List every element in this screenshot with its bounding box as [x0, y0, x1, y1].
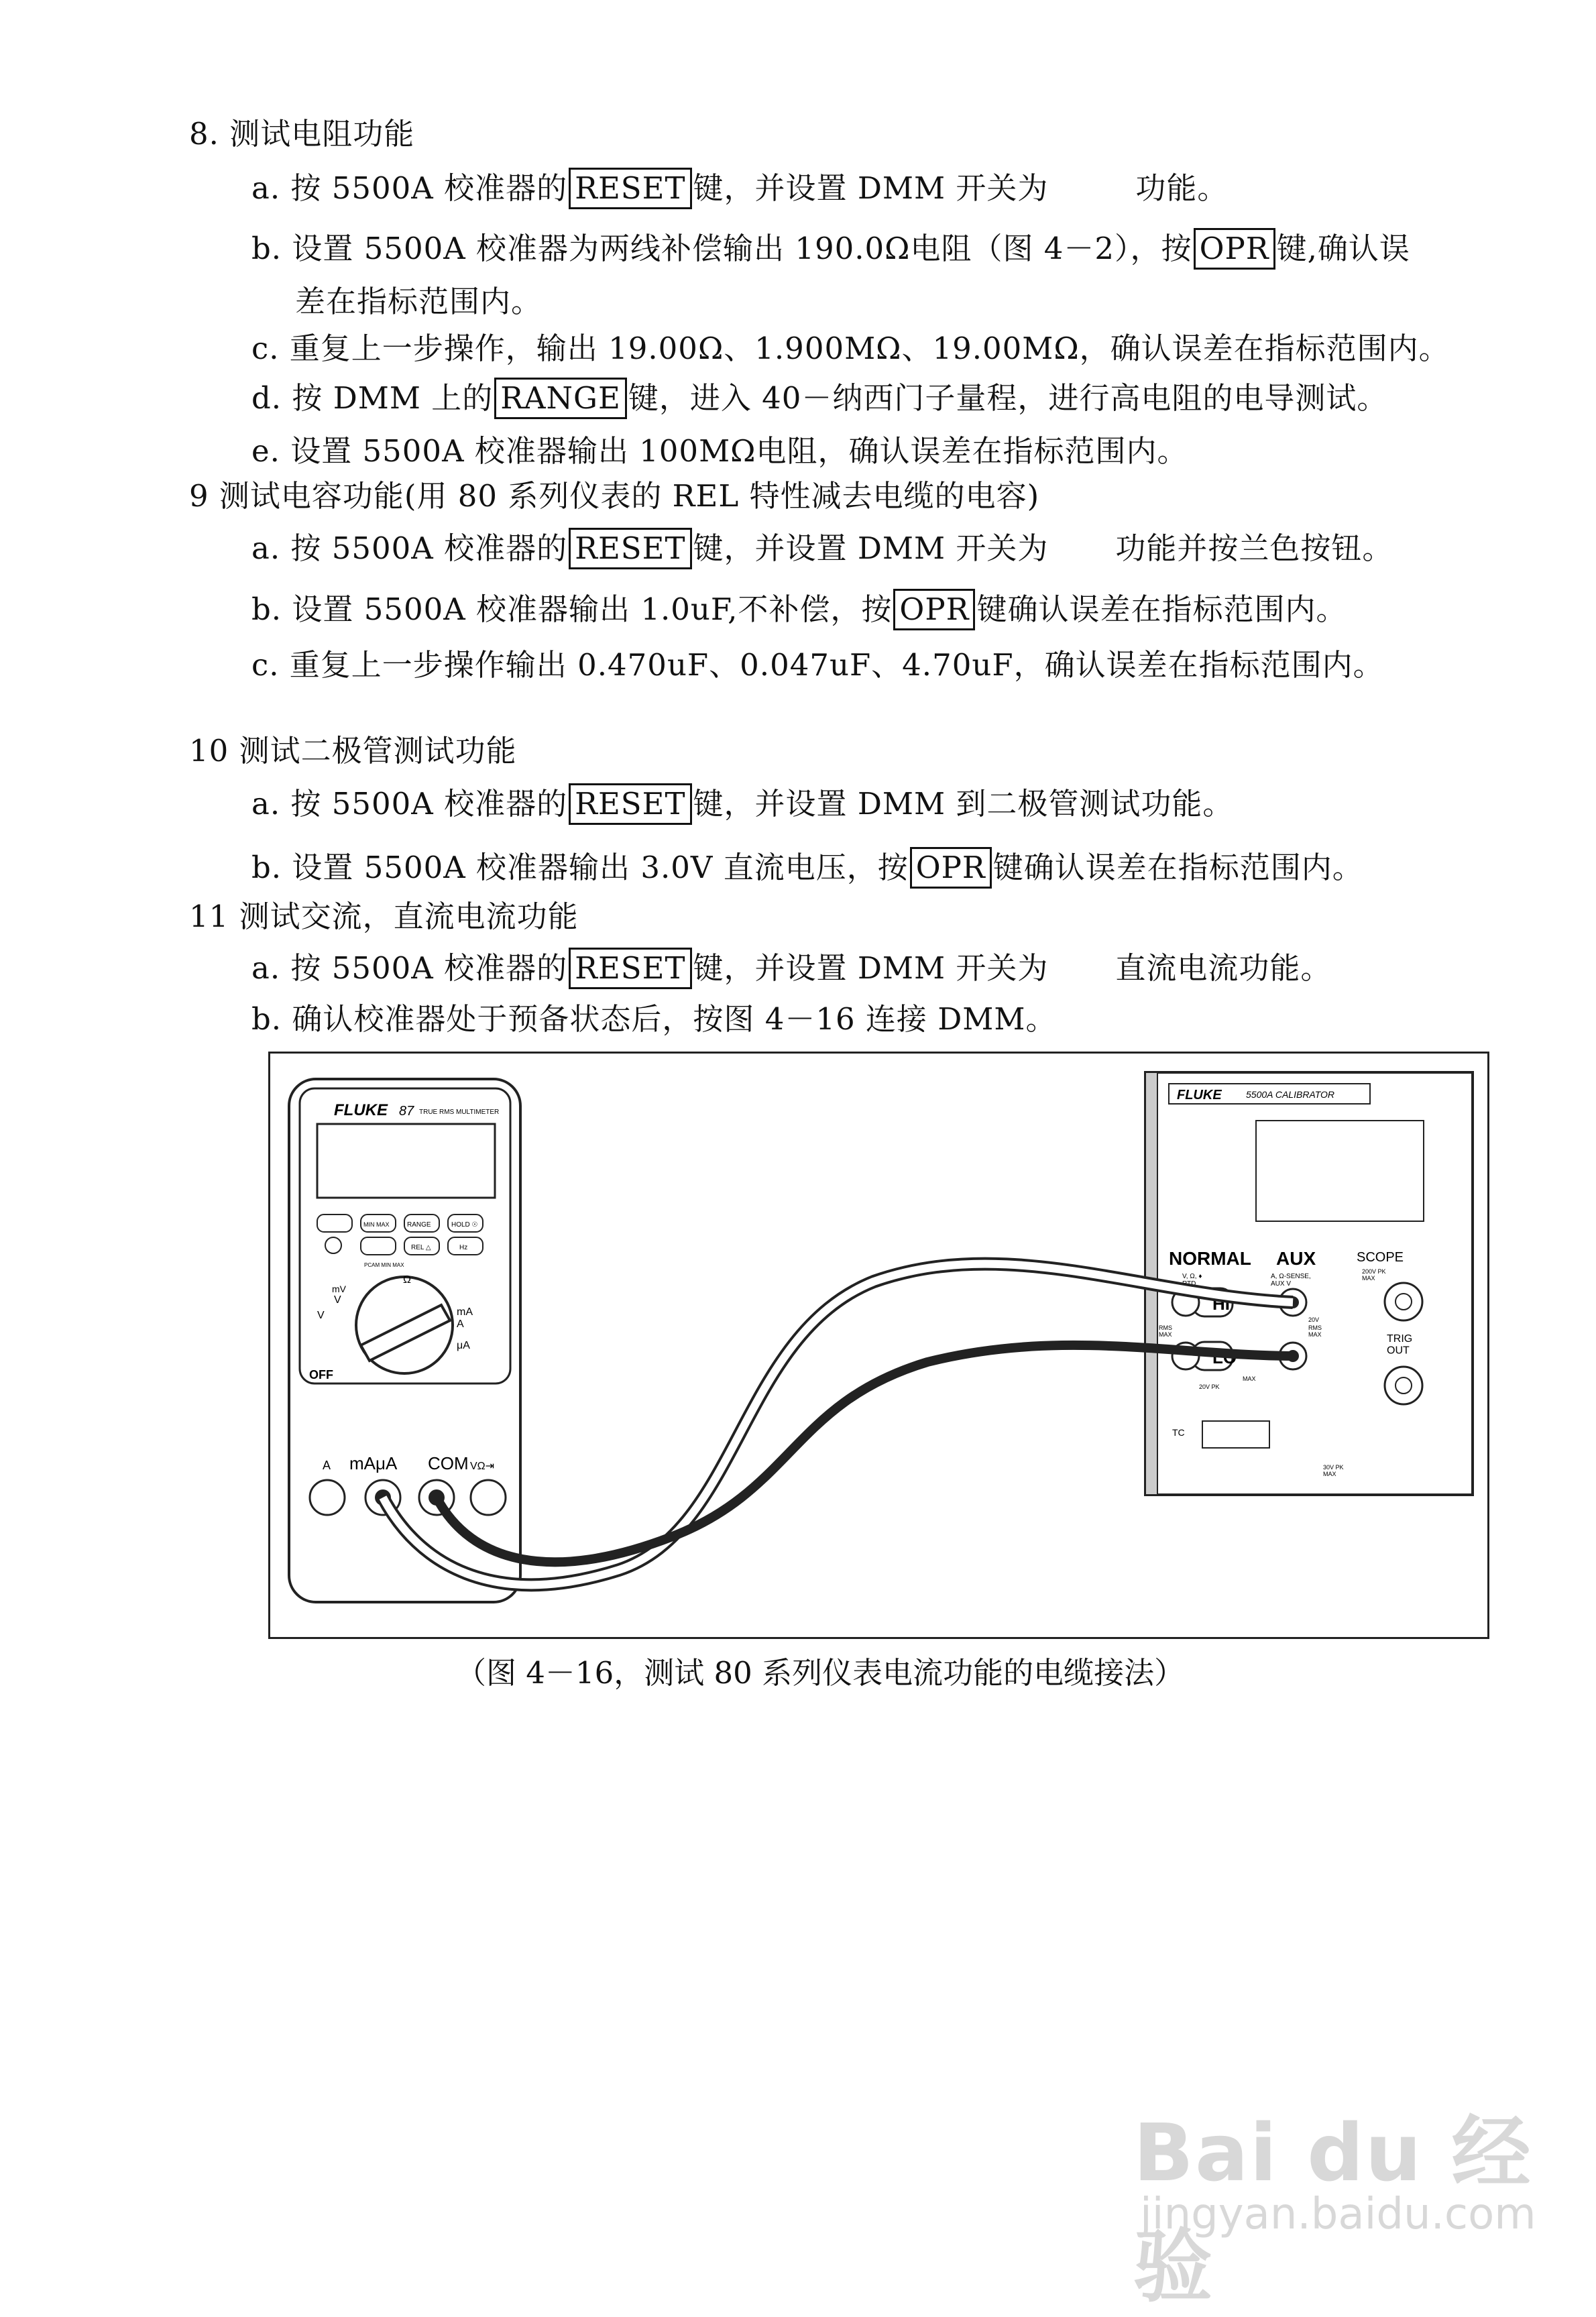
section-8-item-c: c. 重复上一步操作，输出 19.00Ω、1.900MΩ、19.00MΩ，确认误差在指标范围内。 — [251, 331, 1450, 366]
meter-button-label: Hz — [459, 1244, 468, 1251]
scope-label: SCOPE — [1357, 1250, 1404, 1265]
calibrator-display — [1256, 1121, 1424, 1221]
normal-sub: V, Ω, ♦ RTD — [1182, 1273, 1202, 1288]
reset-key: RESET — [569, 783, 691, 825]
reset-key: RESET — [569, 528, 691, 569]
item-text: a. 按 5500A 校准器的 — [251, 950, 568, 986]
section-11-heading: 11 测试交流，直流电流功能 — [189, 899, 579, 934]
dial-label: V — [317, 1310, 325, 1321]
meter-display — [317, 1124, 495, 1198]
section-8-item-b — [251, 228, 1410, 270]
item-text: 键确认误差在指标范围内。 — [992, 850, 1363, 885]
item-text: b. 设置 5500A 校准器输出 3.0V 直流电压，按 — [251, 850, 909, 885]
normal-label: NORMAL — [1169, 1248, 1251, 1269]
lo-label: LO — [1212, 1347, 1237, 1367]
section-9-item-c: c. 重复上一步操作输出 0.470uF、0.047uF、4.70uF，确认误差在指标范围内。 — [251, 647, 1384, 683]
item-text: b. 设置 5500A 校准器为两线补偿输出 190.0Ω电阻（图 4－2），按 — [251, 231, 1192, 266]
opr-key: OPR — [893, 589, 975, 630]
hi-label: HI — [1212, 1294, 1230, 1314]
aux-sub: A, Ω-SENSE, AUX V — [1271, 1273, 1311, 1288]
section-8-heading: 8. 测试电阻功能 — [189, 116, 415, 152]
range-key: RANGE — [494, 378, 627, 419]
watermark-url: jingyan.baidu.com — [1140, 2190, 1536, 2239]
calibrator-model: 5500A CALIBRATOR — [1246, 1089, 1335, 1100]
section-10-item-b — [251, 847, 1363, 889]
30v-pk-label: 30V PK MAX — [1323, 1464, 1344, 1477]
section-9-item-a — [251, 528, 1393, 569]
tc-label: TC — [1172, 1427, 1185, 1438]
section-9-item-b — [251, 589, 1347, 630]
meter-button-label: RANGE — [407, 1221, 431, 1229]
dial-label: A — [457, 1318, 464, 1330]
dial-label: mV — [332, 1284, 346, 1294]
section-10-heading: 10 测试二极管测试功能 — [189, 733, 517, 769]
meter-brand: FLUKE — [334, 1101, 388, 1119]
section-8-item-d — [251, 378, 1387, 419]
section-8-item-e: e. 设置 5500A 校准器输出 100MΩ电阻，确认误差在指标范围内。 — [251, 433, 1188, 469]
section-11-item-b: b. 确认校准器处于预备状态后，按图 4－16 连接 DMM。 — [251, 1001, 1057, 1037]
meter-button-label: HOLD ☉ — [451, 1221, 478, 1229]
section-8-item-a — [251, 168, 1228, 209]
reset-key: RESET — [569, 168, 691, 209]
wiring-diagram-svg — [270, 1054, 1487, 1637]
dial-label: Ω — [403, 1274, 411, 1286]
dial-label: OFF — [309, 1368, 333, 1381]
dial-label: V — [334, 1294, 341, 1306]
opr-key: OPR — [910, 847, 992, 889]
jack-label: COM — [428, 1453, 469, 1473]
max-label: MAX — [1243, 1375, 1256, 1382]
aux-label: AUX — [1276, 1248, 1316, 1269]
section-8-item-b-continued: 差在指标范围内。 — [295, 284, 543, 319]
item-text: 直流电流功能。 — [1115, 950, 1332, 986]
dial-label: mA — [457, 1306, 473, 1318]
item-text: a. 按 5500A 校准器的 — [251, 170, 568, 206]
calibrator — [1145, 1072, 1473, 1495]
item-text: 键确认误差在指标范围内。 — [976, 591, 1347, 627]
jack-label: mAμA — [349, 1453, 398, 1473]
reset-key: RESET — [569, 948, 691, 989]
jack-label: A — [323, 1459, 331, 1472]
jack-a — [310, 1480, 345, 1515]
meter-button-label: MIN MAX — [363, 1221, 390, 1228]
rms-max-label: RMS MAX — [1159, 1324, 1172, 1338]
opr-key: OPR — [1194, 228, 1275, 270]
item-text: a. 按 5500A 校准器的 — [251, 530, 568, 566]
meter-peak-label: PCAM MIN MAX — [364, 1262, 404, 1268]
section-10-item-a — [251, 783, 1233, 825]
section-9-heading: 9 测试电容功能(用 80 系列仪表的 REL 特性减去电缆的电容) — [189, 478, 1040, 514]
item-text: 功能并按兰色按钮。 — [1115, 530, 1393, 566]
item-text: 键，并设置 DMM 开关为 — [693, 950, 1049, 986]
section-11-item-a — [251, 948, 1331, 989]
item-text: d. 按 DMM 上的 — [251, 380, 494, 416]
20v-label: 20V — [1308, 1316, 1320, 1323]
rms-max-label: RMS MAX — [1308, 1324, 1322, 1338]
jack-label: VΩ⇥ — [470, 1461, 495, 1472]
item-text: 键，进入 40－纳西门子量程，进行高电阻的电导测试。 — [628, 380, 1388, 416]
20v-pk-label: 20V PK — [1199, 1383, 1220, 1390]
figure-caption: （图 4－16，测试 80 系列仪表电流功能的电缆接法） — [456, 1655, 1185, 1691]
item-text: 键,确认误 — [1276, 231, 1410, 266]
tc-connector — [1202, 1421, 1269, 1448]
item-text: a. 按 5500A 校准器的 — [251, 786, 568, 822]
meter-button-label: REL △ — [411, 1244, 431, 1251]
item-text: 功能。 — [1135, 170, 1229, 206]
dial-label: μA — [457, 1340, 470, 1351]
item-text: 键，并设置 DMM 开关为 — [693, 530, 1049, 566]
meter-model: 87 — [399, 1104, 414, 1119]
watermark-logo: Bai du 经验 — [1133, 2106, 1532, 2313]
meter-subtitle: TRUE RMS MULTIMETER — [419, 1109, 500, 1116]
scope-sub: 200V PK MAX — [1362, 1268, 1386, 1282]
item-text: 键，并设置 DMM 开关为 — [693, 170, 1049, 206]
item-text: 键，并设置 DMM 到二极管测试功能。 — [693, 786, 1234, 822]
calibrator-brand: FLUKE — [1177, 1088, 1222, 1103]
item-text: b. 设置 5500A 校准器输出 1.0uF,不补偿，按 — [251, 591, 893, 627]
wiring-diagram — [268, 1052, 1489, 1639]
jack-v-ohm — [471, 1480, 506, 1515]
trig-out-label: TRIG OUT — [1387, 1333, 1413, 1357]
